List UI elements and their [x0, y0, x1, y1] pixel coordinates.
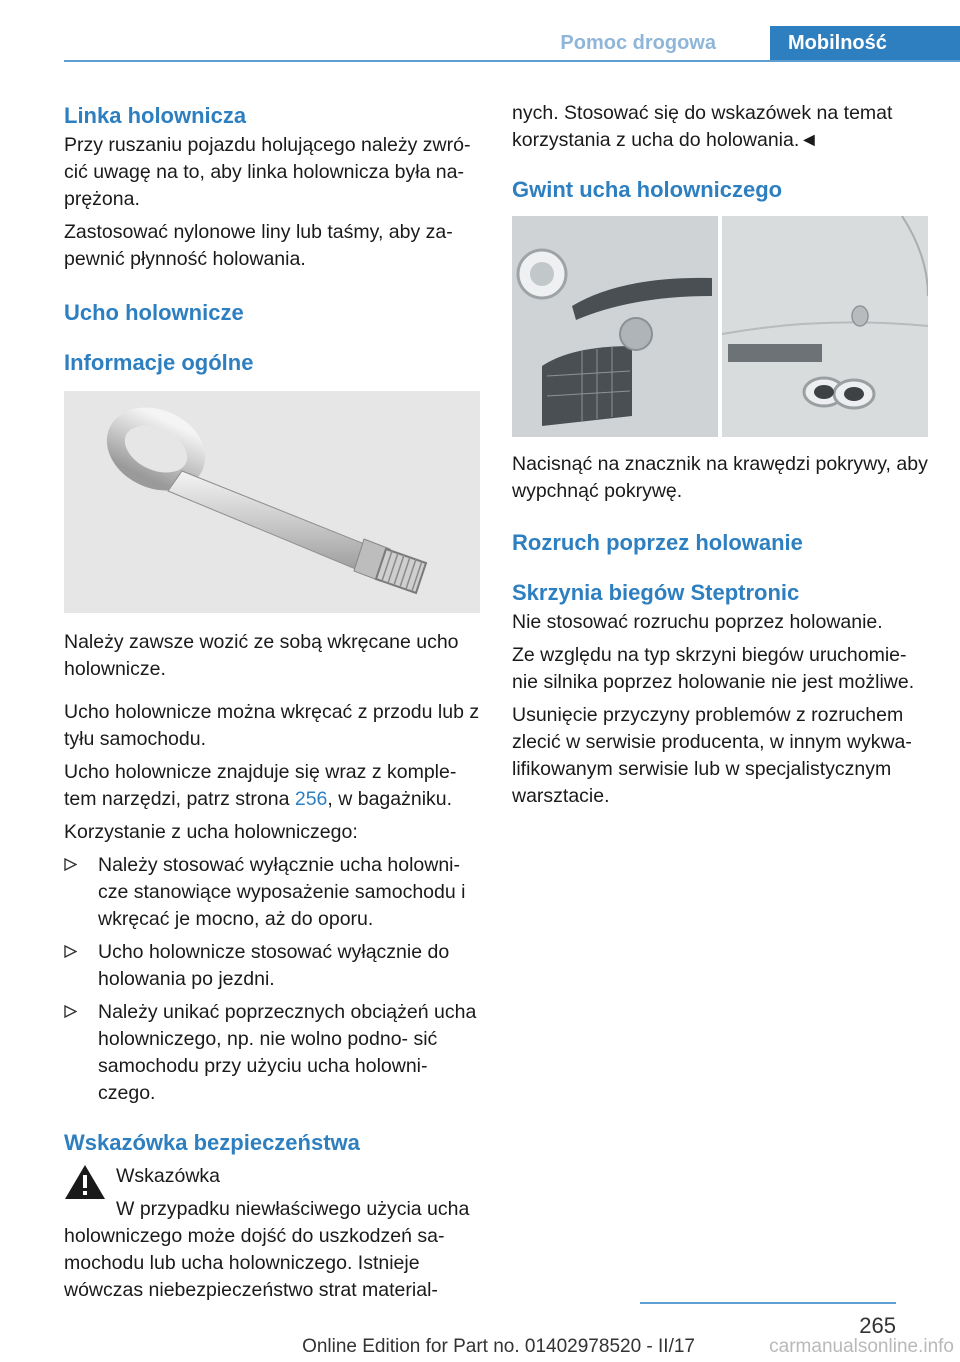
warning-icon: [64, 1163, 106, 1201]
page-number: 265: [859, 1313, 896, 1338]
watermark: carmanualsonline.info: [769, 1336, 954, 1357]
header-section-tab: Pomoc drogowa: [560, 32, 716, 54]
paragraph-gwint: Nacisnąć na znacznik na krawędzi pokrywy, aby wypchnąć pokrywę.: [512, 453, 928, 502]
header-rule: [64, 60, 960, 62]
heading-info: Informacje ogólne: [64, 350, 254, 375]
left-column: [64, 100, 480, 1310]
edition-footer: Online Edition for Part no. 01402978520 - II/17: [302, 1336, 695, 1357]
paragraph-info-2: Ucho holownicze można wkręcać z przodu lub z tyłu samochodu.: [64, 701, 480, 750]
heading-rozruch: Rozruch poprzez holowanie: [512, 530, 803, 555]
safety-warning: [64, 1163, 480, 1304]
list-item: Ucho holownicze stosować wyłącznie do holowania po jezdni.: [64, 939, 480, 993]
heading-gwint: Gwint ucha holowniczego: [512, 177, 783, 202]
list-item: Należy unikać poprzecznych obciążeń ucha holowniczego, np. nie wolno podno‐ sić samochodu przy użyciu ucha holowni‐ czego.: [64, 999, 480, 1107]
paragraph-skrzynia-3: Usunięcie przyczyny problemów z rozruchem zlecić w serwisie producenta, w innym wykwa‐ lifikowanym serwisie lub w specjalistycznym warsztacie.: [512, 704, 912, 807]
warning-title: Wskazówka: [116, 1165, 221, 1187]
paragraph-usage: Korzystanie z ucha holowniczego:: [64, 821, 358, 843]
heading-ucho: Ucho holownicze: [64, 300, 244, 325]
warning-text: holowniczego może dojść do uszkodzeń sa‐ mochodu lub ucha holowniczego. Istnieje wówczas niebezpieczeństwo strat material‐: [64, 1225, 445, 1301]
triangle-bullet-icon: [64, 945, 77, 958]
triangle-bullet-icon: [64, 858, 77, 871]
paragraph-linka-1: Przy ruszaniu pojazdu holującego należy zwró‐ cić uwagę na to, aby linka holownicza była na‐ prężona.: [64, 134, 471, 210]
triangle-bullet-icon: [64, 1005, 77, 1018]
paragraph-info-1: Należy zawsze wozić ze sobą wkręcane ucho holownicze.: [64, 631, 459, 680]
car-bumper-icon: [512, 216, 928, 437]
tow-eye-cover-photo: [512, 216, 928, 437]
tow-hook-icon: [64, 391, 480, 613]
page-link-256[interactable]: 256: [294, 788, 328, 810]
paragraph-continued: nych. Stosować się do wskazówek na temat korzystania z ucha do holowania.◄: [512, 102, 893, 151]
heading-safety: Wskazówka bezpieczeństwa: [64, 1130, 360, 1155]
paragraph-skrzynia-1: Nie stosować rozruchu poprzez holowanie.: [512, 611, 883, 633]
usage-list: [64, 852, 480, 1107]
paragraph-skrzynia-2: Ze względu na typ skrzyni biegów uruchomie‐ nie silnika poprzez holowanie nie jest możliwe.: [512, 644, 915, 693]
paragraph-info-3: Ucho holownicze znajduje się wraz z komple‐ tem narzędzi, patrz strona 256, w bagażniku.: [64, 761, 457, 810]
right-column: [512, 100, 928, 816]
tow-hook-illustration: [64, 391, 480, 613]
list-item: Należy stosować wyłącznie ucha holowni‐ cze stanowiące wyposażenie samochodu i wkręcać je mocno, aż do oporu.: [64, 852, 480, 933]
heading-skrzynia: Skrzynia biegów Steptronic: [512, 580, 800, 605]
paragraph-linka-2: Zastosować nylonowe liny lub taśmy, aby za‐ pewnić płynność holowania.: [64, 221, 453, 270]
header-chapter-tab: Mobilność: [770, 26, 960, 62]
footer-rule: [640, 1302, 896, 1304]
warning-text-first: W przypadku niewłaściwego użycia ucha: [116, 1198, 470, 1220]
heading-linka: Linka holownicza: [64, 103, 247, 128]
